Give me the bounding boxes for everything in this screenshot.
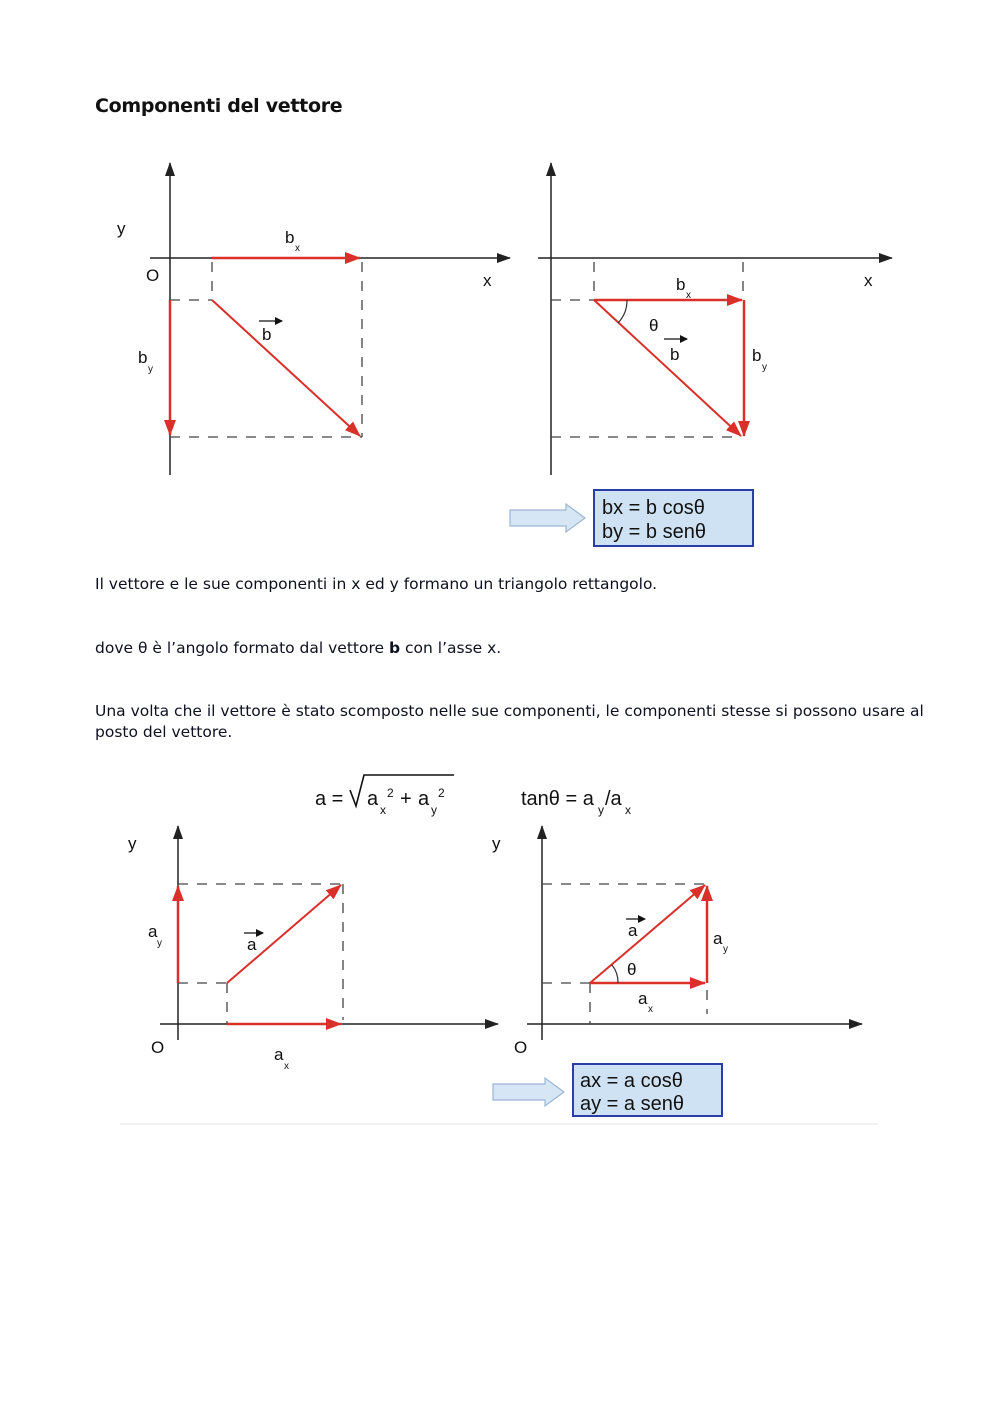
magnitude-ax-sup: 2 — [387, 786, 394, 800]
ay-label: a — [148, 922, 158, 941]
theta-label: θ — [649, 316, 659, 335]
formula-box-a-line1: ax = a cosθ — [580, 1070, 683, 1092]
magnitude-lhs: a = — [315, 788, 344, 810]
magnitude-plus: + — [400, 788, 412, 810]
magnitude-ay-sub: y — [431, 803, 437, 817]
a-vector — [590, 885, 705, 983]
bx-label-sub: x — [686, 290, 691, 301]
by-label-sub: y — [148, 364, 153, 375]
figure-a-left — [128, 826, 498, 1072]
origin-label: O — [146, 266, 160, 285]
tangent-ay-sub: y — [598, 803, 604, 817]
b-vector-label: b — [262, 325, 272, 344]
a-vector-label: a — [628, 921, 638, 940]
tangent-slash-ax: /a — [605, 788, 622, 810]
origin-label: O — [514, 1038, 528, 1057]
a-vector — [227, 885, 341, 983]
b-vector — [594, 300, 741, 436]
paragraph-theta-start: dove θ è l’angolo formato dal vettore — [95, 639, 389, 657]
formula-box-b-line2: by = b senθ — [602, 521, 706, 543]
formula-box-a-line2: ay = a senθ — [580, 1093, 684, 1115]
b-vector-label: b — [670, 345, 680, 364]
paragraph-theta-vector: b — [388, 639, 401, 657]
ax-label-sub: x — [284, 1061, 289, 1072]
ax-label: a — [274, 1045, 284, 1064]
paragraph-triangle: Il vettore e le sue componenti in x ed y formano un triangolo rettangolo. — [95, 575, 658, 593]
implies-arrow-icon — [493, 1078, 564, 1106]
ax-label: a — [638, 989, 648, 1008]
by-label: b — [138, 348, 148, 367]
a-vector-label: a — [247, 935, 257, 954]
by-label: b — [752, 346, 762, 365]
theta-arc — [618, 300, 627, 323]
magnitude-ay: a — [418, 788, 430, 810]
paragraph-theta-end: con l’asse x. — [400, 639, 502, 657]
bx-label-sub: x — [295, 243, 300, 254]
magnitude-ay-sup: 2 — [438, 786, 445, 800]
tangent-lhs: tanθ = a — [521, 788, 594, 810]
theta-label: θ — [627, 960, 637, 979]
bx-label: b — [285, 228, 295, 247]
bx-label: b — [676, 275, 686, 294]
ax-label-sub: x — [648, 1004, 653, 1015]
b-vector — [212, 300, 360, 436]
y-axis-label: y — [492, 834, 501, 853]
y-axis-label: y — [128, 834, 137, 853]
ay-label-sub: y — [157, 938, 162, 949]
page-title: Componenti del vettore — [95, 95, 343, 117]
figure-a-right — [492, 826, 862, 1057]
magnitude-formula — [315, 775, 454, 817]
theta-arc — [612, 965, 618, 983]
tangent-formula — [521, 788, 631, 817]
x-axis-label: x — [864, 271, 873, 290]
origin-label: O — [151, 1038, 165, 1057]
magnitude-ax: a — [367, 788, 379, 810]
ay-label-sub: y — [723, 944, 728, 955]
x-axis-label: x — [483, 271, 492, 290]
magnitude-ax-sub: x — [380, 803, 386, 817]
figure-b-right — [538, 163, 892, 475]
by-label-sub: y — [762, 362, 767, 373]
implies-arrow-icon — [510, 504, 585, 532]
formula-box-b-line1: bx = b cosθ — [602, 497, 705, 519]
y-axis-label: y — [117, 219, 126, 238]
figure-b-left — [117, 163, 510, 475]
tangent-ax-sub: x — [625, 803, 631, 817]
ay-label: a — [713, 929, 723, 948]
paragraph-components: Una volta che il vettore è stato scomposto nelle sue componenti, le componenti stesse si possono usare al posto del vettore. — [95, 702, 924, 741]
